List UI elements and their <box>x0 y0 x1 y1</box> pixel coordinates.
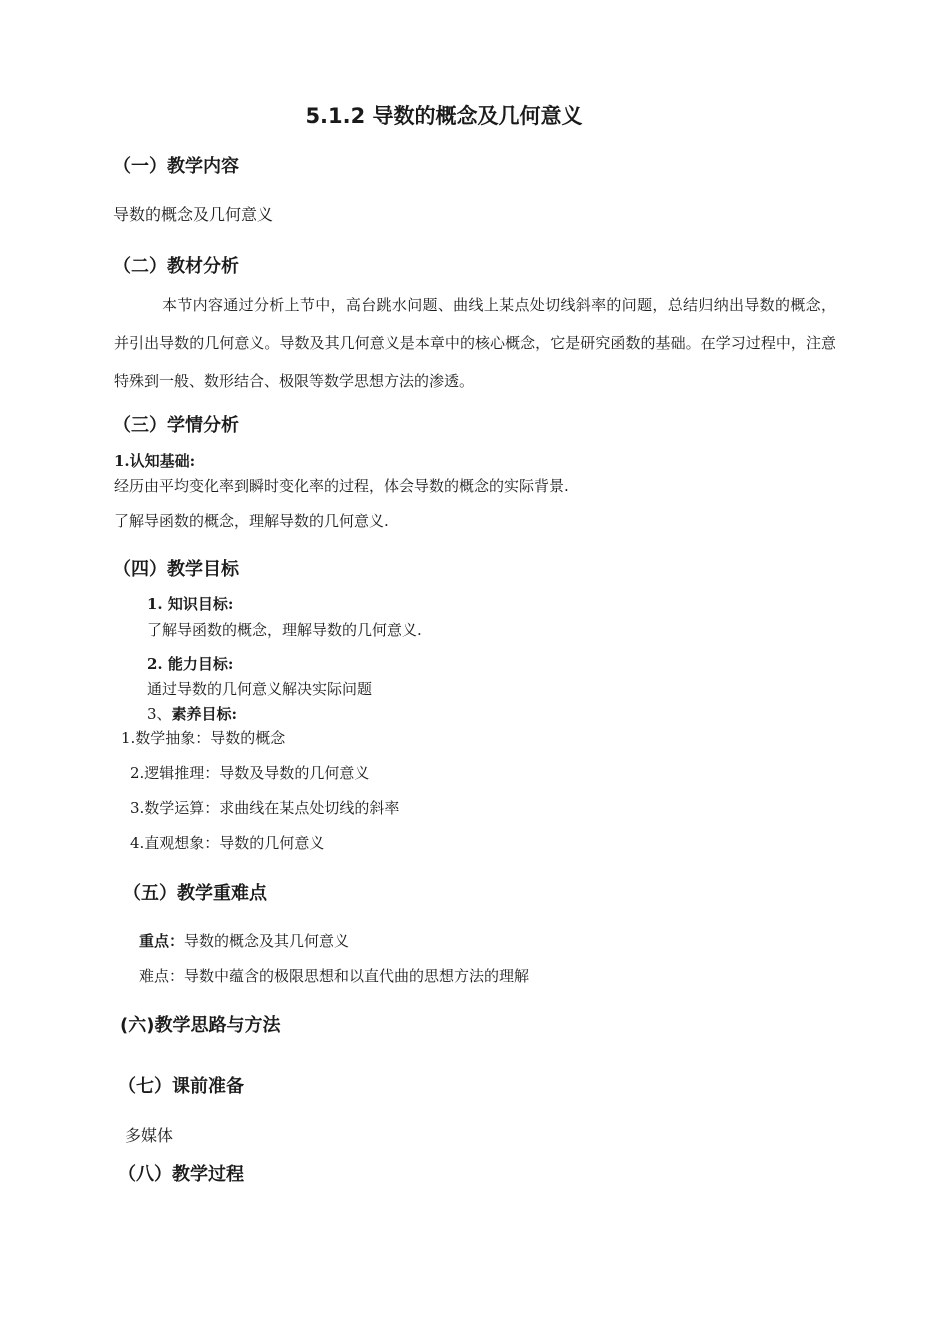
key-point-line <box>139 930 349 951</box>
knowledge-goal-label: 1. 知识目标: <box>147 595 234 613</box>
section-heading-preparation: （七）课前准备 <box>118 1076 244 1097</box>
section-heading-teaching-process: （八）教学过程 <box>118 1164 244 1185</box>
literacy-goal-heading <box>147 703 237 724</box>
section-heading-teaching-approach: (六)教学思路与方法 <box>120 1015 281 1036</box>
key-point-label: 重点： <box>139 932 185 950</box>
literacy-item-4: 4.直观想象：导数的几何意义 <box>130 834 325 852</box>
cognitive-basis-label: 1.认知基础: <box>114 452 196 470</box>
section-heading-key-points: （五）教学重难点 <box>123 883 267 904</box>
key-point-text: 导数的概念及其几何意义 <box>184 932 350 950</box>
knowledge-goal-text: 了解导函数的概念，理解导数的几何意义. <box>147 621 422 639</box>
textbook-analysis-paragraph: 本节内容通过分析上节中，高台跳水问题、曲线上某点处切线斜率的问题，总结归纳出导数的概念，并引出导数的几何意义。导数及其几何意义是本章中的核心概念，它是研究函数的基础。在学习过程中，注意特殊到一般、数形结合、极限等数学思想方法的渗透。 <box>114 296 836 390</box>
difficult-point-line: 难点：导数中蕴含的极限思想和以直代曲的思想方法的理解 <box>139 967 530 985</box>
literacy-goal-label: 素养目标: <box>171 705 238 723</box>
section-heading-teaching-content: （一）教学内容 <box>113 156 239 177</box>
literacy-item-1: 1.数学抽象：导数的概念 <box>121 729 286 747</box>
ability-goal-text: 通过导数的几何意义解决实际问题 <box>147 680 373 698</box>
literacy-item-3: 3.数学运算：求曲线在某点处切线的斜率 <box>130 799 400 817</box>
document-title: 5.1.2 导数的概念及几何意义 <box>305 104 583 128</box>
ability-goal-label: 2. 能力目标: <box>147 655 234 673</box>
preparation-text: 多媒体 <box>125 1126 174 1145</box>
cognitive-basis-line-2: 了解导函数的概念，理解导数的几何意义. <box>114 512 389 530</box>
literacy-item-2: 2.逻辑推理：导数及导数的几何意义 <box>130 764 370 782</box>
section-heading-student-analysis: （三）学情分析 <box>113 415 239 436</box>
literacy-goal-prefix: 3、 <box>147 705 172 723</box>
section-heading-textbook-analysis: （二）教材分析 <box>113 256 239 277</box>
cognitive-basis-line-1: 经历由平均变化率到瞬时变化率的过程，体会导数的概念的实际背景. <box>114 477 569 495</box>
section-heading-teaching-goals: （四）教学目标 <box>113 559 239 580</box>
teaching-content-text: 导数的概念及几何意义 <box>113 205 274 224</box>
